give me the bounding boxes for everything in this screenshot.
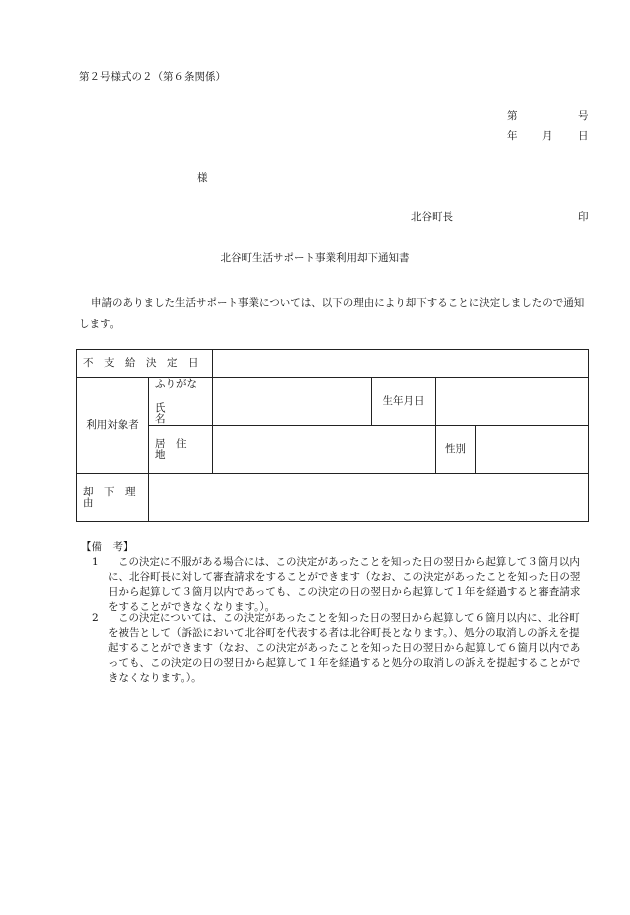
- issuer-name: 北谷町長: [411, 211, 453, 223]
- address-label: 居 住 地: [149, 426, 213, 474]
- birthdate-label: 生年月日: [372, 378, 436, 426]
- name-label-cell: [149, 378, 213, 426]
- birthdate-value: [436, 378, 589, 426]
- gender-label: 性別: [436, 426, 476, 474]
- decision-date-value: [213, 350, 589, 378]
- note-text: この決定に不服がある場合には、この決定があったことを知った日の翌日から起算して３箇月以内に、北谷町長に対して審査請求をすることができます（なお、この決定があったことを知った日の翌日から起算して３箇月以内であっても、この決定の日の翌日から起算して１年を経過すると審査請求をすることができなくなります。）。: [108, 556, 581, 613]
- name-value: [213, 378, 372, 426]
- gender-value: [476, 426, 589, 474]
- recipient-suffix: 様: [197, 172, 208, 184]
- notes-heading: 【備 考】: [81, 541, 134, 553]
- row-name: [77, 378, 589, 426]
- note-text: この決定については、この決定があったことを知った日の翌日から起算して６箇月以内に、北谷町を被告として（訴訟において北谷町を代表する者は北谷町長となります。）、処分の取消しの訴えを提起することができます（なお、この決定があったことを知った日の翌日から起算して６箇月以内であっても、この決定の日の翌日から起算して１年を経過すると処分の取消しの訴えを提起することができなくなります。）。: [108, 612, 581, 684]
- decision-date-label: 不 支 給 決 定 日: [77, 350, 213, 378]
- date-day: 日: [578, 130, 589, 142]
- issuer-seal: 印: [578, 211, 589, 223]
- address-value: [213, 426, 436, 474]
- details-table: [76, 349, 589, 522]
- doc-number-label: 第: [507, 110, 518, 122]
- note-number: 2: [92, 612, 99, 624]
- document-title: 北谷町生活サポート事業利用却下通知書: [220, 252, 410, 264]
- name-label: 氏 名: [155, 402, 197, 425]
- reason-label: 却 下 理 由: [77, 474, 149, 522]
- note-item: [92, 611, 590, 686]
- body-text: 申請のありました生活サポート事業については、以下の理由により却下することに決定しましたので通知します。: [79, 297, 585, 330]
- row-reason: [77, 474, 589, 522]
- note-number: 1: [92, 556, 99, 568]
- target-person-label: 利用対象者: [77, 378, 149, 474]
- furigana-label: ふりがな: [155, 377, 197, 390]
- note-item: [92, 555, 590, 615]
- date-month: 月: [542, 130, 553, 142]
- date-year: 年: [507, 130, 518, 142]
- doc-number-suffix: 号: [578, 110, 589, 122]
- form-number: 第２号様式の２（第６条関係）: [79, 71, 226, 83]
- reason-value: [149, 474, 589, 522]
- row-decision-date: [77, 350, 589, 378]
- row-address: [77, 426, 589, 474]
